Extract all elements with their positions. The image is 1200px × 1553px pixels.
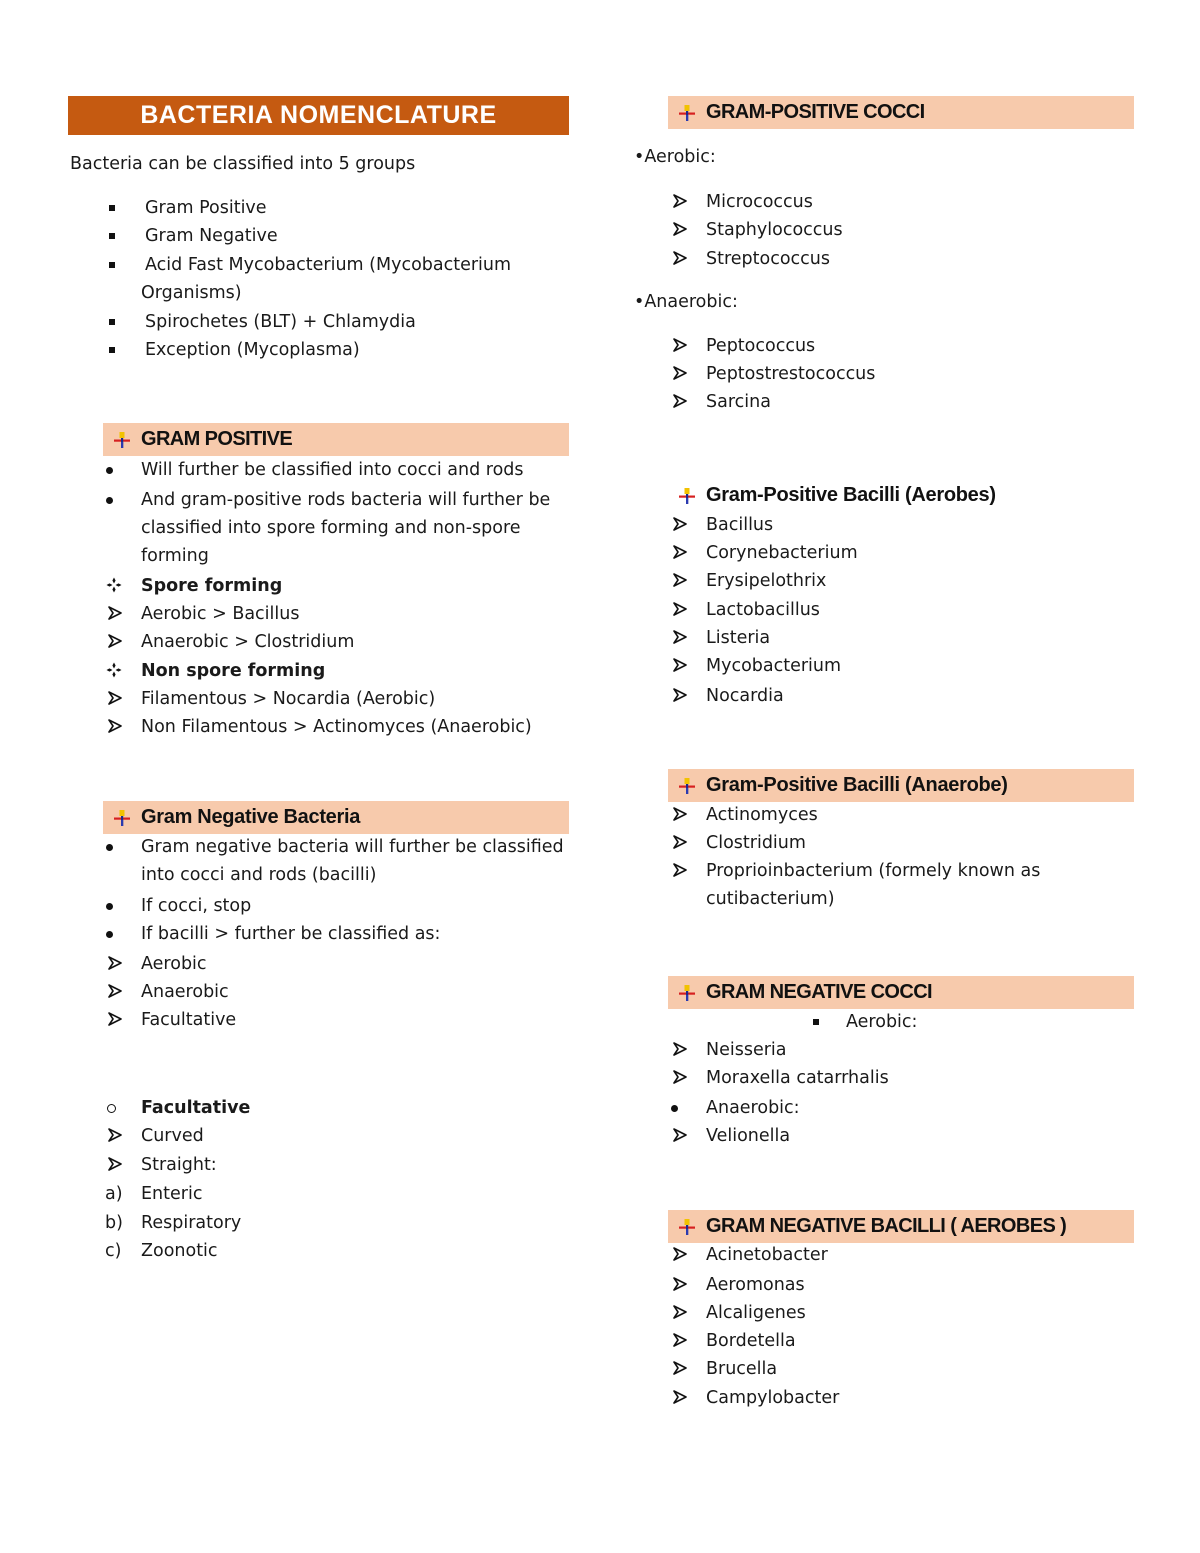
section-heading-gn-bacilli-aerobes [668,1210,1134,1243]
list-item: Brucella [706,1359,778,1379]
square-bullet-icon [109,262,115,268]
pushpin-icon [668,96,706,129]
circle-bullet-icon [107,1104,116,1113]
list-item: Actinomyces [706,805,818,825]
list-letter: b) [105,1213,123,1233]
arrow-bullet-icon [673,1390,687,1404]
list-item: Exception (Mycoplasma) [145,340,360,360]
pushpin-icon [103,423,141,456]
list-item-continuation: forming [141,546,209,566]
list-letter: c) [105,1241,122,1261]
section-heading-gp-cocci [668,96,1134,129]
bullet-dot-icon [106,467,113,474]
list-item: Anaerobic > Clostridium [141,632,355,652]
bullet-dot-icon [106,931,113,938]
list-item: Staphylococcus [706,220,843,240]
arrow-bullet-icon [673,863,687,877]
list-item: Non Filamentous > Actinomyces (Anaerobic) [141,717,532,737]
bullet-dot-icon [106,497,113,504]
list-item: Neisseria [706,1040,787,1060]
list-item: Alcaligenes [706,1303,806,1323]
list-item: Lactobacillus [706,600,820,620]
list-item: Aeromonas [706,1275,805,1295]
anaerobic-label: •Anaerobic: [634,292,738,312]
pushpin-icon [668,769,706,802]
list-item: Acid Fast Mycobacterium (Mycobacterium [145,255,512,275]
list-item: Spirochetes (BLT) + Chlamydia [145,312,416,332]
bullet-dot-icon [106,844,113,851]
arrow-bullet-icon [673,545,687,559]
list-item-continuation: cutibacterium) [706,889,835,909]
arrow-bullet-icon [673,1361,687,1375]
list-item: Will further be classified into cocci and rods [141,460,524,480]
list-item: Corynebacterium [706,543,858,563]
list-item: Sarcina [706,392,771,412]
section-heading-text: GRAM POSITIVE [141,428,293,450]
section-heading-text: GRAM NEGATIVE COCCI [706,981,933,1003]
pushpin-icon [668,1210,706,1243]
arrow-bullet-icon [673,630,687,644]
list-item: Micrococcus [706,192,813,212]
section-heading-gp-bacilli-anaerobe [668,769,1134,802]
arrow-bullet-icon [673,1305,687,1319]
list-item: Zoonotic [141,1241,218,1261]
list-item: Proprioinbacterium (formely known as [706,861,1041,881]
list-item: Gram Negative [145,226,278,246]
list-item: Facultative [141,1010,237,1030]
arrow-bullet-icon [673,658,687,672]
square-bullet-icon [109,319,115,325]
arrow-bullet-icon [108,956,122,970]
section-heading-text: GRAM NEGATIVE BACILLI ( AEROBES ) [706,1215,1067,1237]
list-item: Erysipelothrix [706,571,827,591]
list-item: If bacilli > further be classified as: [141,924,441,944]
list-item: Clostridium [706,833,806,853]
arrow-bullet-icon [108,606,122,620]
arrow-bullet-icon [108,1012,122,1026]
list-item: Mycobacterium [706,656,842,676]
list-item: Aerobic > Bacillus [141,604,300,624]
bullet-dot-icon [671,1105,678,1112]
arrow-bullet-icon [108,634,122,648]
list-item: Peptostrestococcus [706,364,876,384]
list-item: Gram Positive [145,198,267,218]
four-diamond-icon [106,662,122,678]
list-item: Bordetella [706,1331,796,1351]
square-bullet-icon [813,1019,819,1025]
bullet-dot-icon [106,903,113,910]
section-heading-gram-positive [103,423,569,456]
list-item: Campylobacter [706,1388,840,1408]
arrow-bullet-icon [673,1277,687,1291]
arrow-bullet-icon [673,366,687,380]
list-item-facultative: Facultative [141,1098,251,1118]
section-heading-gram-negative [103,801,569,834]
list-item: Aerobic [141,954,207,974]
arrow-bullet-icon [108,1128,122,1142]
arrow-bullet-icon [108,984,122,998]
list-item: Respiratory [141,1213,242,1233]
pushpin-icon [103,801,141,834]
list-letter: a) [105,1184,123,1204]
arrow-bullet-icon [673,807,687,821]
arrow-bullet-icon [673,222,687,236]
list-item: Enteric [141,1184,203,1204]
arrow-bullet-icon [673,602,687,616]
page-title: BACTERIA NOMENCLATURE [68,96,569,135]
list-item: Nocardia [706,686,784,706]
arrow-bullet-icon [673,194,687,208]
arrow-bullet-icon [673,1333,687,1347]
list-item-continuation: into cocci and rods (bacilli) [141,865,377,885]
section-heading-text: GRAM-POSITIVE COCCI [706,101,925,123]
arrow-bullet-icon [673,688,687,702]
list-item: If cocci, stop [141,896,252,916]
aerobic-label: Aerobic: [846,1012,918,1032]
list-item: Curved [141,1126,204,1146]
list-item-non-spore-forming: Non spore forming [141,661,326,681]
list-item: Bacillus [706,515,774,535]
arrow-bullet-icon [673,835,687,849]
pushpin-icon [668,976,706,1009]
section-heading-gp-bacilli-aerobes [668,479,1134,512]
section-heading-gn-cocci [668,976,1134,1009]
intro-text: Bacteria can be classified into 5 groups [70,154,416,174]
arrow-bullet-icon [673,338,687,352]
square-bullet-icon [109,233,115,239]
list-item: And gram-positive rods bacteria will further be [141,490,551,510]
square-bullet-icon [109,347,115,353]
list-item: Velionella [706,1126,791,1146]
aerobic-label: •Aerobic: [634,147,716,167]
section-heading-text: Gram Negative Bacteria [141,806,361,828]
arrow-bullet-icon [673,1128,687,1142]
list-item-continuation: classified into spore forming and non-spore [141,518,521,538]
four-diamond-icon [106,577,122,593]
arrow-bullet-icon [673,394,687,408]
list-item-continuation: Organisms) [141,283,242,303]
list-item: Anaerobic [141,982,229,1002]
list-item: Peptococcus [706,336,816,356]
pushpin-icon [668,479,706,512]
arrow-bullet-icon [108,719,122,733]
arrow-bullet-icon [108,1157,122,1171]
list-item: Acinetobacter [706,1245,828,1265]
list-item: Straight: [141,1155,217,1175]
list-item: Moraxella catarrhalis [706,1068,889,1088]
arrow-bullet-icon [673,251,687,265]
anaerobic-label: Anaerobic: [706,1098,800,1118]
section-heading-text: Gram-Positive Bacilli (Aerobes) [706,484,996,506]
arrow-bullet-icon [673,1042,687,1056]
arrow-bullet-icon [673,1247,687,1261]
list-item: Listeria [706,628,771,648]
arrow-bullet-icon [673,1070,687,1084]
list-item-spore-forming: Spore forming [141,576,283,596]
list-item: Streptococcus [706,249,831,269]
arrow-bullet-icon [673,517,687,531]
section-heading-text: Gram-Positive Bacilli (Anaerobe) [706,774,1008,796]
arrow-bullet-icon [673,573,687,587]
list-item: Filamentous > Nocardia (Aerobic) [141,689,436,709]
square-bullet-icon [109,205,115,211]
arrow-bullet-icon [108,691,122,705]
list-item: Gram negative bacteria will further be classified [141,837,564,857]
